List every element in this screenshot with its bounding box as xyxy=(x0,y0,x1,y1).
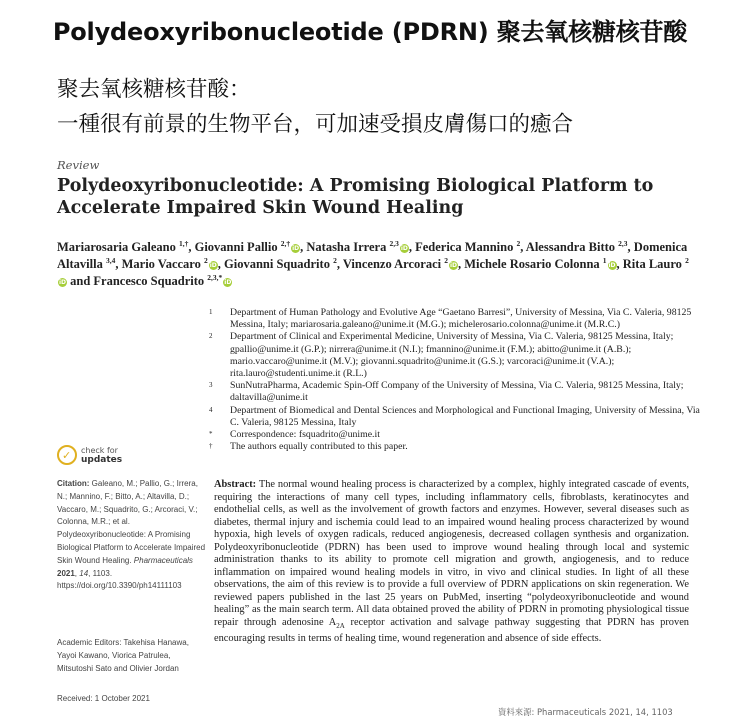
affiliation-item xyxy=(209,405,709,429)
abstract-label: Abstract: xyxy=(214,479,257,490)
affiliation-text: Department of Clinical and Experimental Medicine, University of Messina, Via C. Valeria, 98125 Messina, Italy; gpallio@unime.it (G.P.); nirrera@unime.it (N.I.); fmannino@unime.it (F.M.); abitto@unime.it (A.B.); mario.vaccaro@unime.it (M.V.); giovanni.squadrito@unime.it (G.S.); varcoraci@unime.it (V.A.); rita.lauro@studenti.unime.it (R.L.) xyxy=(230,331,674,380)
page-title: Polydeoxyribonucleotide (PDRN) 聚去氧核糖核苷酸 xyxy=(52,18,688,46)
affiliation-marker: * xyxy=(209,430,213,439)
abstract-text: The normal wound healing process is characterized by a complex, highly integrated cascade of events, requiring the interactions of many cell types, including inflammatory cells, fibroblasts, keratinocytes and endothelial cells, as well as the involvement of growth factors and enzymes. However, several diseases such as diabetes, thermal injury and ischemia could lead to an impaired wound healing process characterized by wound hypoxia, high levels of oxygen radicals, reduced angiogenesis, decreased collagen synthesis and organization. Polydeoxyribonucleotide (PDRN) has been used to improve wound healing through local and systemic administration thanks to its ability to promote cell migration and growth, angiogenesis, and to reduce inflammation on impaired wound healing models in vitro, in vivo and clinical studies. In light of all these observations, the aim of this review is to provide a full overview of PDRN applications on skin regeneration. We reviewed papers published in the last 25 years on PubMed, inserting “polydeoxyribonucleotide and wound healing” as the main search term. All data obtained proved the ability of PDRN in promoting physiological tissue repair through adenosine A xyxy=(214,479,689,629)
author-name: Federica Mannino xyxy=(415,240,514,254)
affiliation-text: The authors equally contributed to this paper. xyxy=(230,441,408,453)
affiliation-marker: 2 xyxy=(209,332,213,341)
author-name: Rita Lauro xyxy=(622,257,682,271)
author-affiliation-marker: 2,3 xyxy=(618,238,628,248)
affiliation-item xyxy=(209,429,709,441)
check-updates-icon: ✓ xyxy=(57,445,77,465)
affiliation-list xyxy=(209,307,709,453)
chinese-subtitle xyxy=(57,72,573,142)
author-affiliation-marker: 2 xyxy=(204,255,208,265)
author-conjunction: and xyxy=(70,274,91,288)
citation-text: Galeano, M.; Pallio, G.; Irrera, N.; Mannino, F.; Bitto, A.; Altavilla, D.; Vaccaro, M.; Squadrito, G.; Arcoraci, V.; Colonna, M.R.; et al. Polydeoxyribonucleotide: A Promising Biological Platform to Accelerate Impaired Skin Wound Healing. xyxy=(57,479,206,565)
paper-title xyxy=(57,175,653,219)
subtitle-line-1: 聚去氧核糖核苷酸： xyxy=(57,77,251,102)
citation-volume: 14 xyxy=(79,568,89,578)
citation-journal: Pharmaceuticals xyxy=(133,555,193,565)
author-name: Natasha Irrera xyxy=(306,240,387,254)
paper-title-line-1: Polydeoxyribonucleotide: A Promising Biological Platform to xyxy=(57,176,654,196)
paper-type-label: Review xyxy=(57,158,100,172)
received-date: Received: 1 October 2021 xyxy=(57,694,150,703)
author-affiliation-marker: 2,3,* xyxy=(207,272,223,282)
author-affiliation-marker: 3,4 xyxy=(105,255,116,265)
citation-block: Citation: Galeano, M.; Pallio, G.; Irrera, N.; Mannino, F.; Bitto, A.; Altavilla, D.; Vaccaro, M.; Squadrito, G.; Arcoraci, V.; Colonna, M.R.; et al. Polydeoxyribonucleotide: A Promising Biological Platform to Accelerate Impaired Skin Wound Healing. Pharmaceuticals 2021, 14, 1103. https://doi.org/10.3390/ph14111103 xyxy=(57,479,206,591)
orcid-icon[interactable]: iD xyxy=(209,262,217,269)
author-name: Francesco Squadrito xyxy=(93,274,205,288)
check-for-updates-badge[interactable] xyxy=(57,442,147,470)
author-list: Mariarosaria Galeano $^{1,\dagger}$, Giovanni Pallio $^{2,\dagger}$iD, Natasha Irrera $^{2,3}$iD, Federica Mannino $^2$, Alessandra Bitto $^{2,3}$, Domenica Altavilla $^{3,4}$, Mario Vaccaro $^2$iD, Giovanni Squadrito $^2$, Vincenzo Arcoraci $^2$iD, Michele Rosario Colonna $^1$iD, Rita Lauro $^2$iD and Francesco Squadrito $^{2,3,*}$iD xyxy=(57,238,689,288)
citation-year: 2021 xyxy=(57,568,75,578)
affiliation-item xyxy=(209,380,709,404)
orcid-icon[interactable]: iD xyxy=(292,245,300,252)
author-name: Domenica Altavilla xyxy=(57,240,688,271)
author-affiliation-marker: 1 xyxy=(602,255,607,265)
affiliation-item xyxy=(209,441,709,453)
check-updates-line-1: check for xyxy=(81,446,118,455)
affiliation-marker: 3 xyxy=(209,381,213,390)
author-affiliation-marker: 2,3 xyxy=(389,238,399,248)
source-credit: 資料來源: Pharmaceuticals 2021, 14, 1103 xyxy=(498,707,673,717)
affiliation-marker: 4 xyxy=(209,405,213,414)
affiliation-item xyxy=(209,331,709,380)
abstract-text-end: receptor activation and salvage pathway suggesting that PDRN has proven encouraging results in terms of healing time, wound regeneration and absence of side effects. xyxy=(214,617,689,644)
abstract-paragraph xyxy=(214,479,689,645)
author-name: Vincenzo Arcoraci xyxy=(342,257,442,271)
author-affiliation-marker: 2 xyxy=(685,255,689,265)
orcid-icon[interactable]: iD xyxy=(400,245,408,252)
affiliation-text: Department of Human Pathology and Evolutive Age “Gaetano Barresi”, University of Messina, Via C. Valeria, 98125 Messina, Italy; mariarosaria.galeano@unime.it (M.G.); michelerosario.colonna@unime.it (M.R.C.) xyxy=(230,307,692,331)
author-name: Giovanni Squadrito xyxy=(224,257,330,271)
affiliation-marker: 1 xyxy=(209,308,213,316)
orcid-icon[interactable]: iD xyxy=(449,262,457,269)
citation-label: Citation: xyxy=(57,479,90,488)
author-affiliation-marker: 2 xyxy=(333,255,337,265)
affiliation-item xyxy=(209,307,709,331)
affiliation-text: Department of Biomedical and Dental Sciences and Morphological and Functional Imaging, University of Messina, Via C. Valeria, 98125 Messina, Italy xyxy=(230,404,700,428)
author-affiliation-marker: 2,† xyxy=(280,238,291,248)
abstract-subscript: 2A xyxy=(336,622,345,631)
check-updates-line-2: updates xyxy=(81,455,123,465)
author-name: Mario Vaccaro xyxy=(121,257,201,271)
author-name: Alessandra Bitto xyxy=(525,240,616,254)
author-name: Michele Rosario Colonna xyxy=(464,257,600,271)
author-affiliation-marker: 2 xyxy=(516,238,521,248)
orcid-icon[interactable]: iD xyxy=(224,279,232,286)
citation-doi-link[interactable]: 1103. https://doi.org/10.3390/ph14111103 xyxy=(57,568,182,591)
author-affiliation-marker: 1,† xyxy=(178,238,189,248)
academic-editors: Academic Editors: Takehisa Hanawa, Yayoi Kawano, Viorica Patrulea, Mitsutoshi Sato and Olivier Jordan xyxy=(57,638,189,673)
author-affiliation-marker: 2 xyxy=(444,255,448,265)
author-name: Giovanni Pallio xyxy=(194,240,278,254)
orcid-icon[interactable]: iD xyxy=(58,279,67,286)
orcid-icon[interactable]: iD xyxy=(608,262,616,269)
affiliation-marker: † xyxy=(209,442,213,451)
paper-title-line-2: Accelerate Impaired Skin Wound Healing xyxy=(57,198,464,218)
subtitle-line-2: 一種很有前景的生物平台，可加速受損皮膚傷口的癒合 xyxy=(57,112,574,137)
affiliation-text: Correspondence: fsquadrito@unime.it xyxy=(230,429,380,441)
author-name: Mariarosaria Galeano xyxy=(57,240,176,254)
affiliation-text: SunNutraPharma, Academic Spin-Off Company of the University of Messina, Via C. Valeria, 98125 Messina, Italy; daltavilla@unime.it xyxy=(230,380,684,404)
